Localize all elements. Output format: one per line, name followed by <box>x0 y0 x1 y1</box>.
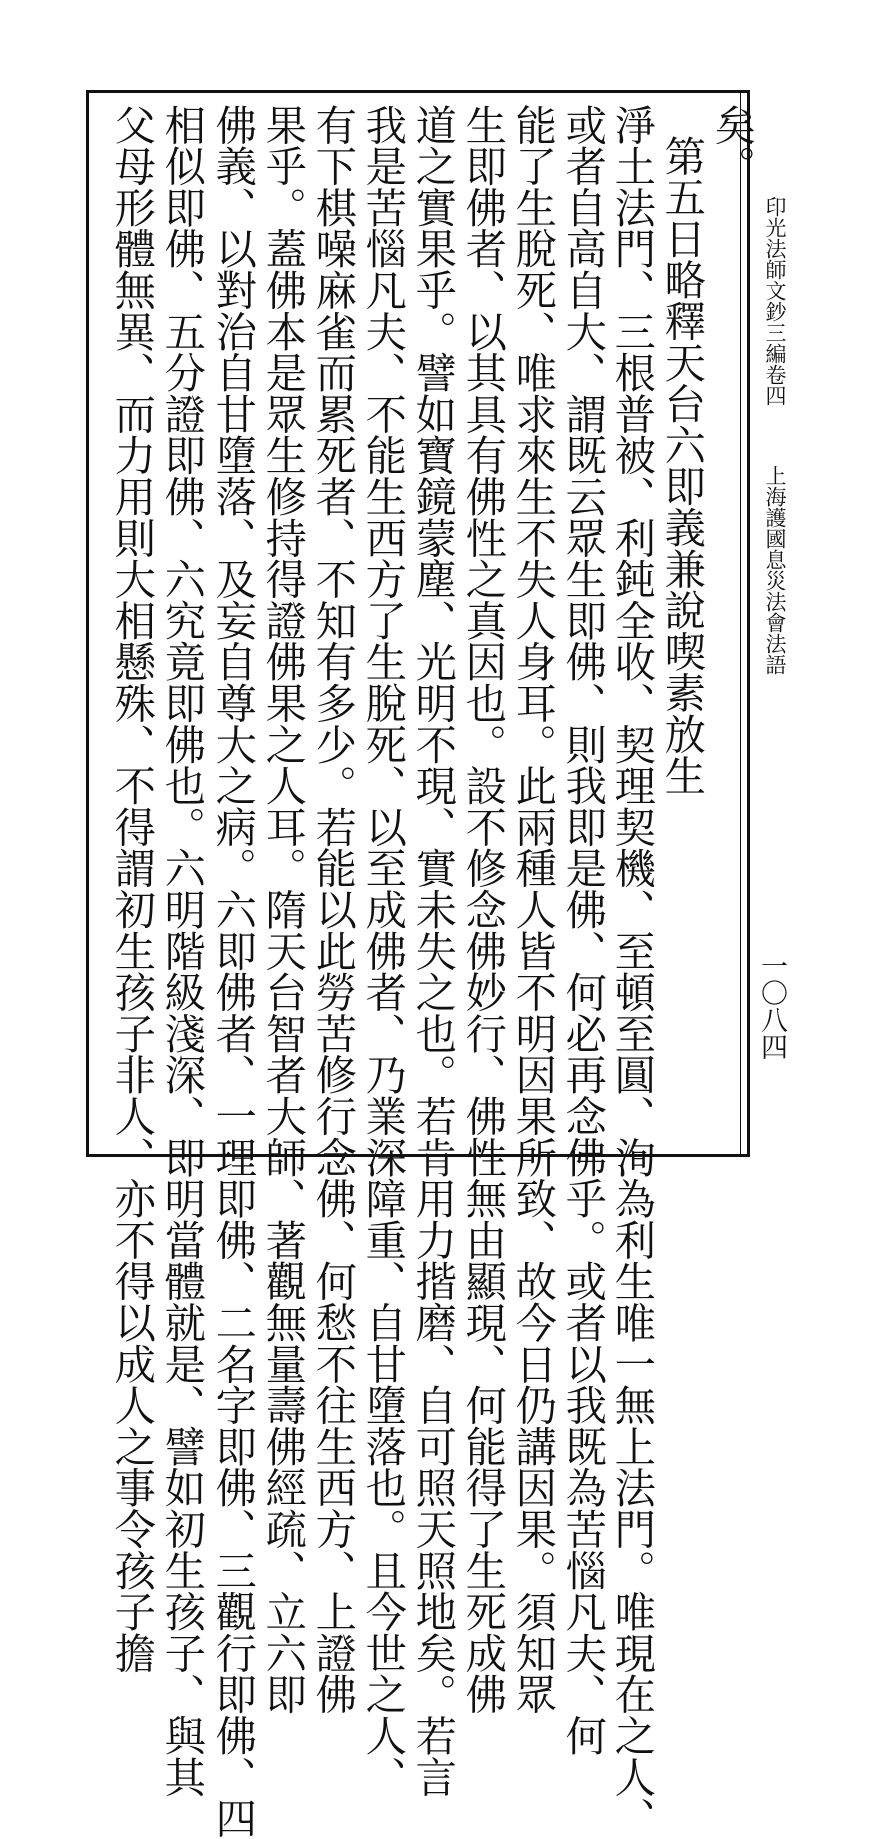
text-column-6: 生即佛者、以其具有佛性之真因也。設不修念佛妙行、佛性無由顯現、何能得了生死成佛 <box>458 104 507 1715</box>
text-column-12: 相似即佛、五分證即佛、六究竟即佛也。六明階級淺深、即明當體就是、譬如初生孩子、與其 <box>157 104 206 1798</box>
running-title: 印光法師文鈔三編卷四 <box>763 196 787 406</box>
text-column-11: 佛義、以對治自甘墮落、及妄自尊大之病。六即佛者、一理即佛、二名字即佛、三觀行即佛、四 <box>208 104 257 1839</box>
text-column-4: 或者自高自大、謂既云眾生即佛、則我即是佛、何必再念佛乎。或者以我既為苦惱凡夫、何 <box>558 104 607 1756</box>
frame-right-inner-rule <box>740 90 741 1157</box>
text-column-5: 能了生脫死、唯求來生不失人身耳。此兩種人皆不明因果所致、故今日仍講因果。須知眾 <box>508 104 557 1715</box>
text-column-1: 矣。 <box>707 104 756 187</box>
text-column-10: 果乎。蓋佛本是眾生修持得證佛果之人耳。隋天台智者大師、著觀無量壽佛經疏、立六即 <box>258 104 307 1715</box>
page-number: 一〇八四 <box>756 952 787 1060</box>
text-column-7: 道之實果乎。譬如寶鏡蒙塵、光明不現、實未失之也。若肯用力揩磨、自可照天照地矣。若言 <box>408 104 457 1798</box>
frame-top-rule <box>86 90 750 93</box>
section-title: 上海護國息災法會法語 <box>763 465 787 675</box>
text-column-8: 我是苦惱凡夫、不能生西方了生脫死、以至成佛者、乃業深障重、自甘墮落也。且今世之人、 <box>358 104 407 1798</box>
chapter-heading: 第五日略釋天台六即義兼說喫素放生 <box>657 135 706 796</box>
frame-left-rule <box>86 90 89 1157</box>
text-column-9: 有下棋噪麻雀而累死者、不知有多少。若能以此勞苦修行念佛、何愁不往生西方、上證佛 <box>308 104 357 1715</box>
text-column-3: 淨土法門、三根普被、利鈍全收、契理契機、至頓至圓、洵為利生唯一無上法門。唯現在之人、 <box>607 104 656 1839</box>
frame-right-outer-rule <box>747 90 750 1157</box>
text-column-13: 父母形體無異、而力用則大相懸殊、不得謂初生孩子非人、亦不得以成人之事令孩子擔 <box>107 104 156 1674</box>
